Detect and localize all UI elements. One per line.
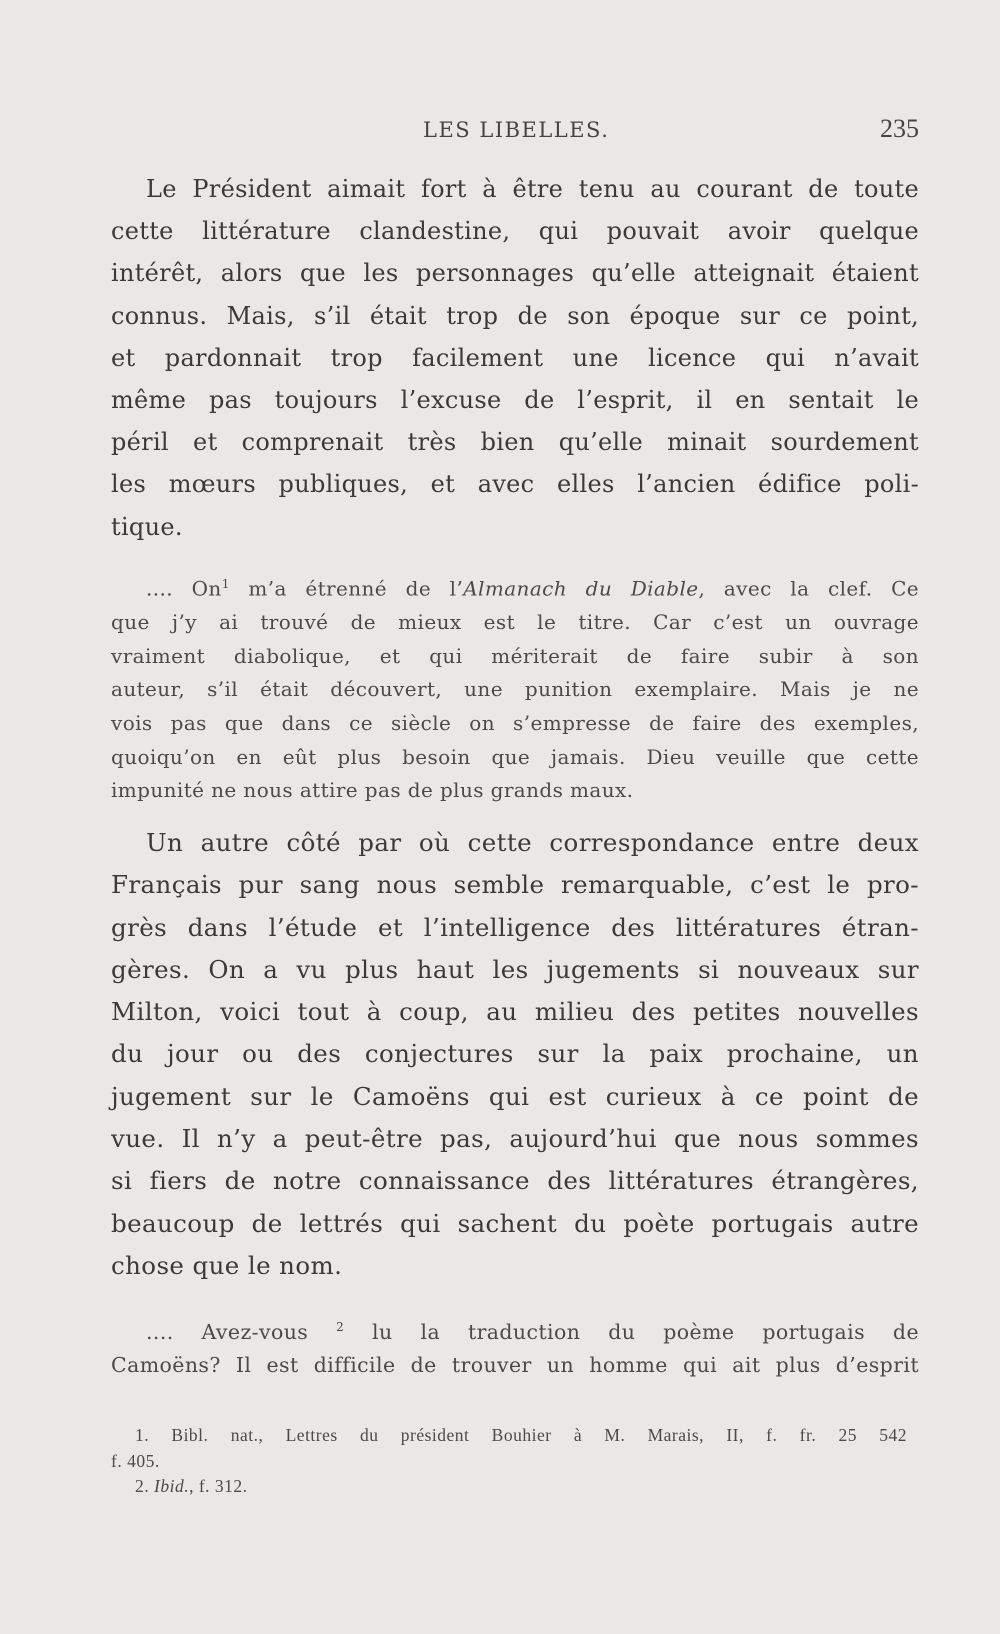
footnote-number: 2. — [135, 1476, 154, 1496]
text-line: Français pur sang nous semble remarquable, c’est le pro- — [111, 870, 919, 900]
text-line: intérêt, alors que les personnages qu’elle atteignait étaient — [111, 259, 919, 288]
text-line: cette littérature clandestine, qui pouvait avoir quelque — [111, 217, 919, 246]
footnote-ref-2: 2 — [336, 1320, 345, 1334]
footnote-1 — [111, 1423, 907, 1474]
footnote-line — [111, 1474, 907, 1500]
text-line: péril et comprenait très bien qu’elle minait sourdement — [111, 428, 919, 457]
text-line: chose que le nom. — [111, 1250, 343, 1280]
paragraph-camoens — [111, 822, 919, 1287]
footnote-ibid: Ibid. — [154, 1476, 190, 1496]
quote-line: que j’y ai trouvé de mieux est le titre. Car c’est un ouvrage — [111, 610, 919, 635]
quote-text: lu la traduction du poème portugais de — [344, 1319, 919, 1344]
text-line: gères. On a vu plus haut les jugements si nouveaux sur — [111, 954, 919, 984]
quotation-camoens — [111, 1311, 919, 1382]
quotation-almanach — [111, 568, 919, 808]
text-line: jugement sur le Camoëns qui est curieux à ce point de — [111, 1081, 919, 1111]
quote-line — [111, 1311, 919, 1349]
quote-line: quoiqu’on en eût plus besoin que jamais. Dieu veuille que cette — [111, 744, 919, 769]
footnote-text: , f. 312. — [189, 1476, 248, 1496]
text-line: du jour ou des conjectures sur la paix prochaine, un — [111, 1039, 919, 1069]
quote-text: , avec la clef. Ce — [698, 576, 920, 601]
footnote-line: 1. Bibl. nat., Lettres du président Bouhier à M. Marais, II, f. fr. 25 542 — [135, 1425, 907, 1445]
quote-text: .... Avez-vous — [146, 1319, 337, 1344]
text-line: tique. — [111, 512, 183, 541]
quote-line: vois pas que dans ce siècle on s’empresse de faire des exemples, — [111, 711, 919, 736]
running-head — [111, 114, 919, 148]
quote-line: Camoëns? Il est difficile de trouver un homme qui ait plus d’esprit — [111, 1352, 919, 1377]
book-title: Almanach du Diable — [463, 576, 699, 601]
text-line: grès dans l’étude et l’intelligence des littératures étran- — [111, 912, 919, 942]
paragraph-president — [111, 168, 919, 548]
page-number: 235 — [880, 114, 919, 143]
text-line: Milton, voici tout à coup, au milieu des petites nouvelles — [111, 997, 919, 1027]
quote-line — [111, 568, 919, 606]
text-line: Le Président aimait fort à être tenu au courant de toute — [146, 175, 919, 203]
text-line: connus. Mais, s’il était trop de son époque sur ce point, — [111, 301, 919, 330]
quote-line: vraiment diabolique, et qui mériterait de faire subir à son — [111, 643, 919, 668]
quote-line: auteur, s’il était découvert, une punition exemplaire. Mais je ne — [111, 677, 919, 702]
text-line: et pardonnait trop facilement une licence qui n’avait — [111, 343, 919, 372]
text-line: même pas toujours l’excuse de l’esprit, il en sentait le — [111, 386, 919, 415]
footnote-line: f. 405. — [111, 1450, 160, 1471]
footnotes — [111, 1423, 907, 1500]
text-line: Un autre côté par où cette correspondance entre deux — [146, 828, 919, 857]
text-line: si fiers de notre connaissance des littératures étrangères, — [111, 1166, 919, 1196]
footnote-ref-1: 1 — [221, 577, 230, 591]
quote-text: m’a étrenné de l’ — [229, 576, 464, 601]
text-line: les mœurs publiques, et avec elles l’ancien édifice poli- — [111, 470, 919, 499]
text-line: vue. Il n’y a peut-être pas, aujourd’hui que nous sommes — [111, 1124, 919, 1154]
running-title: LES LIBELLES. — [423, 118, 610, 142]
text-line: beaucoup de lettrés qui sachent du poète portugais autre — [111, 1208, 919, 1238]
quote-line: impunité ne nous attire pas de plus grands maux. — [111, 778, 634, 803]
quote-text: .... On — [146, 576, 222, 601]
footnote-2 — [111, 1474, 907, 1500]
